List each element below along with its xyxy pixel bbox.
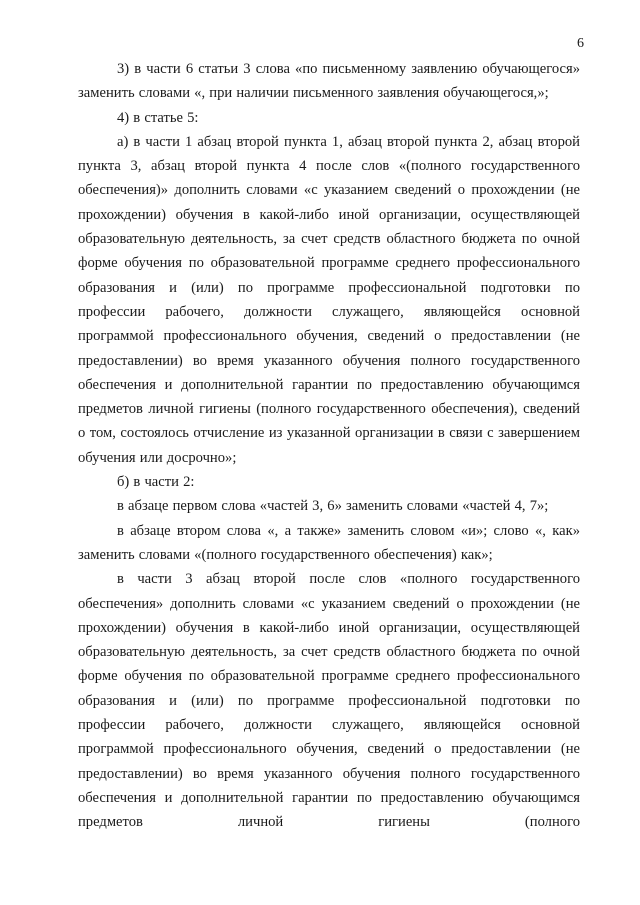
paragraph-item-3: 3) в части 6 статьи 3 слова «по письменному заявлению обучающегося» заменить словами «, при наличии письменного заявления обучающегося,»; [78, 61, 580, 102]
paragraph-part-3: в части 3 абзац второй после слов «полного государственного обеспечения» дополнить словами «с указанием сведений о прохождении (не прохождении) обучения в какой-либо иной организации, осуществляющей образовательную деятельность, за счет средств областного бюджета по очной форме обучения по образовательной программе среднего профессионального образования и (или) по программе профессиональной подготовки по профессии рабочего, должности служащего, являющейся основной программой профессионального обучения, сведений о предоставлении (не предоставлении) во время указанного обучения полного государственного обеспечения и дополнительной гарантии по предоставлению обучающимся предметов личной гигиены (полного [78, 571, 580, 831]
document-body [78, 57, 580, 835]
paragraph-subitem-a: а) в части 1 абзац второй пункта 1, абзац второй пункта 2, абзац второй пункта 3, абзац второй пункта 4 после слов «(полного государственного обеспечения)» дополнить словами «с указанием сведений о прохождении (не прохождении) обучения в какой-либо иной организации, осуществляющей образовательную деятельность, за счет средств областного бюджета по очной форме обучения по образовательной программе среднего профессионального образования и (или) по программе профессиональной подготовки по профессии рабочего, должности служащего, являющейся основной программой профессионального обучения, сведений о предоставлении (не предоставлении) во время указанного обучения полного государственного обеспечения и дополнительной гарантии по предоставлению обучающимся предметов личной гигиены (полного государственного обеспечения), сведений о том, состоялось отчисление из указанной организации в связи с завершением обучения или досрочно»; [78, 133, 580, 466]
paragraph-item-4: 4) в статье 5: [117, 109, 199, 126]
paragraph-first-abzac: в абзаце первом слова «частей 3, 6» заменить словами «частей 4, 7»; [117, 498, 549, 515]
paragraph-second-abzac: в абзаце втором слова «, а также» заменить словом «и»; слово «, как» заменить словами «(полного государственного обеспечения) как»; [78, 522, 580, 563]
page-number: 6 [577, 36, 584, 51]
paragraph-subitem-b: б) в части 2: [117, 474, 195, 491]
